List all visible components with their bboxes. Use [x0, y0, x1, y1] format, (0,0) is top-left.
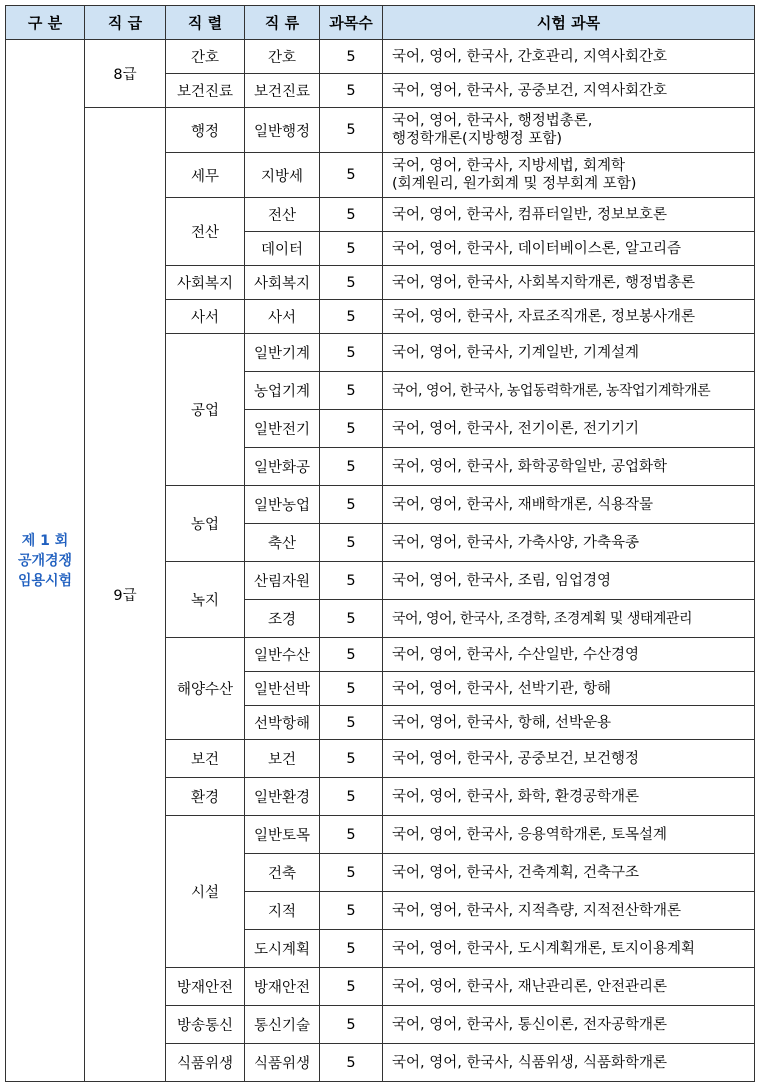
subseries-cell: 일반행정: [245, 108, 320, 153]
category-line: 제 1 회: [21, 532, 69, 549]
series-cell: 세무: [166, 153, 245, 198]
series-cell: 전산: [166, 198, 245, 266]
subseries-cell: 일반수산: [245, 638, 320, 672]
header-subseries: 직 류: [245, 6, 320, 40]
subjects-cell: 국어, 영어, 한국사, 기계일반, 기계설계: [383, 334, 755, 372]
subseries-cell: 지방세: [245, 153, 320, 198]
header-subjects: 시험 과목: [383, 6, 755, 40]
header-subject-count: 과목수: [320, 6, 383, 40]
subjects-cell: 국어, 영어, 한국사, 화학공학일반, 공업화학: [383, 448, 755, 486]
subjects-cell: 국어, 영어, 한국사, 건축계획, 건축구조: [383, 854, 755, 892]
subseries-cell: 일반환경: [245, 778, 320, 816]
subseries-cell: 일반선박: [245, 672, 320, 706]
count-cell: 5: [320, 300, 383, 334]
subseries-cell: 일반화공: [245, 448, 320, 486]
count-cell: 5: [320, 334, 383, 372]
series-cell: 시설: [166, 816, 245, 968]
subjects-cell: 국어, 영어, 한국사, 지적측량, 지적전산학개론: [383, 892, 755, 930]
subjects-cell: 국어, 영어, 한국사, 컴퓨터일반, 정보보호론: [383, 198, 755, 232]
exam-subjects-table: [5, 5, 755, 1082]
subseries-cell: 데이터: [245, 232, 320, 266]
subjects-cell: 국어, 영어, 한국사, 전기이론, 전기기기: [383, 410, 755, 448]
subseries-cell: 농업기계: [245, 372, 320, 410]
subjects-cell: 국어, 영어, 한국사, 지방세법, 회계학 (회계원리, 원가회계 및 정부회계 포함): [383, 153, 755, 198]
subjects-cell: 국어, 영어, 한국사, 조림, 임업경영: [383, 562, 755, 600]
subseries-cell: 건축: [245, 854, 320, 892]
category-line: 임용시험: [17, 572, 73, 589]
subseries-cell: 조경: [245, 600, 320, 638]
count-cell: 5: [320, 740, 383, 778]
count-cell: 5: [320, 266, 383, 300]
series-cell: 공업: [166, 334, 245, 486]
count-cell: 5: [320, 1044, 383, 1082]
subseries-cell: 식품위생: [245, 1044, 320, 1082]
subjects-cell: 국어, 영어, 한국사, 응용역학개론, 토목설계: [383, 816, 755, 854]
count-cell: 5: [320, 968, 383, 1006]
subjects-cell: 국어, 영어, 한국사, 공중보건, 지역사회간호: [383, 74, 755, 108]
count-cell: 5: [320, 778, 383, 816]
subjects-cell: 국어, 영어, 한국사, 자료조직개론, 정보봉사개론: [383, 300, 755, 334]
subseries-cell: 일반기계: [245, 334, 320, 372]
count-cell: 5: [320, 372, 383, 410]
count-cell: 5: [320, 448, 383, 486]
series-cell: 방재안전: [166, 968, 245, 1006]
count-cell: 5: [320, 562, 383, 600]
count-cell: 5: [320, 930, 383, 968]
subseries-cell: 산림자원: [245, 562, 320, 600]
subseries-cell: 일반전기: [245, 410, 320, 448]
count-cell: 5: [320, 486, 383, 524]
count-cell: 5: [320, 816, 383, 854]
series-cell: 환경: [166, 778, 245, 816]
series-cell: 녹지: [166, 562, 245, 638]
subjects-cell: 국어, 영어, 한국사, 재난관리론, 안전관리론: [383, 968, 755, 1006]
count-cell: 5: [320, 40, 383, 74]
header-grade: 직 급: [85, 6, 166, 40]
series-cell: 사서: [166, 300, 245, 334]
count-cell: 5: [320, 524, 383, 562]
count-cell: 5: [320, 892, 383, 930]
category-cell: [6, 40, 85, 1082]
category-line: 공개경쟁: [17, 552, 73, 569]
series-cell: 방송통신: [166, 1006, 245, 1044]
count-cell: 5: [320, 638, 383, 672]
subseries-cell: 보건진료: [245, 74, 320, 108]
series-cell: 간호: [166, 40, 245, 74]
subjects-cell: 국어, 영어, 한국사, 가축사양, 가축육종: [383, 524, 755, 562]
table-row: [6, 40, 755, 74]
subjects-cell: 국어, 영어, 한국사, 농업동력학개론, 농작업기계학개론: [383, 372, 755, 410]
series-cell: 보건진료: [166, 74, 245, 108]
count-cell: 5: [320, 198, 383, 232]
subjects-cell: 국어, 영어, 한국사, 사회복지학개론, 행정법총론: [383, 266, 755, 300]
subseries-cell: 사회복지: [245, 266, 320, 300]
count-cell: 5: [320, 706, 383, 740]
series-cell: 사회복지: [166, 266, 245, 300]
header-category: 구 분: [6, 6, 85, 40]
count-cell: 5: [320, 600, 383, 638]
table-row: [6, 108, 755, 153]
subjects-cell: 국어, 영어, 한국사, 선박기관, 항해: [383, 672, 755, 706]
subjects-cell: 국어, 영어, 한국사, 재배학개론, 식용작물: [383, 486, 755, 524]
subjects-cell: 국어, 영어, 한국사, 식품위생, 식품화학개론: [383, 1044, 755, 1082]
subseries-cell: 선박항해: [245, 706, 320, 740]
subseries-cell: 도시계획: [245, 930, 320, 968]
grade-cell: 8급: [85, 40, 166, 108]
subjects-cell: 국어, 영어, 한국사, 데이터베이스론, 알고리즘: [383, 232, 755, 266]
series-cell: 농업: [166, 486, 245, 562]
subseries-cell: 축산: [245, 524, 320, 562]
header-series: 직 렬: [166, 6, 245, 40]
series-cell: 해양수산: [166, 638, 245, 740]
grade-cell: 9급: [85, 108, 166, 1082]
series-cell: 보건: [166, 740, 245, 778]
subjects-cell: 국어, 영어, 한국사, 통신이론, 전자공학개론: [383, 1006, 755, 1044]
subjects-cell: 국어, 영어, 한국사, 행정법총론, 행정학개론(지방행정 포함): [383, 108, 755, 153]
subseries-cell: 일반농업: [245, 486, 320, 524]
count-cell: 5: [320, 153, 383, 198]
subjects-cell: 국어, 영어, 한국사, 항해, 선박운용: [383, 706, 755, 740]
subjects-cell: 국어, 영어, 한국사, 조경학, 조경계획 및 생태계관리: [383, 600, 755, 638]
series-cell: 식품위생: [166, 1044, 245, 1082]
count-cell: 5: [320, 854, 383, 892]
subseries-cell: 전산: [245, 198, 320, 232]
subseries-cell: 간호: [245, 40, 320, 74]
count-cell: 5: [320, 74, 383, 108]
count-cell: 5: [320, 108, 383, 153]
subseries-cell: 보건: [245, 740, 320, 778]
subjects-cell: 국어, 영어, 한국사, 공중보건, 보건행정: [383, 740, 755, 778]
subseries-cell: 지적: [245, 892, 320, 930]
count-cell: 5: [320, 410, 383, 448]
series-cell: 행정: [166, 108, 245, 153]
header-row: [6, 6, 755, 40]
subseries-cell: 사서: [245, 300, 320, 334]
subseries-cell: 통신기술: [245, 1006, 320, 1044]
subseries-cell: 방재안전: [245, 968, 320, 1006]
subseries-cell: 일반토목: [245, 816, 320, 854]
subjects-cell: 국어, 영어, 한국사, 화학, 환경공학개론: [383, 778, 755, 816]
count-cell: 5: [320, 672, 383, 706]
subjects-cell: 국어, 영어, 한국사, 간호관리, 지역사회간호: [383, 40, 755, 74]
subjects-cell: 국어, 영어, 한국사, 도시계획개론, 토지이용계획: [383, 930, 755, 968]
subjects-cell: 국어, 영어, 한국사, 수산일반, 수산경영: [383, 638, 755, 672]
count-cell: 5: [320, 1006, 383, 1044]
count-cell: 5: [320, 232, 383, 266]
